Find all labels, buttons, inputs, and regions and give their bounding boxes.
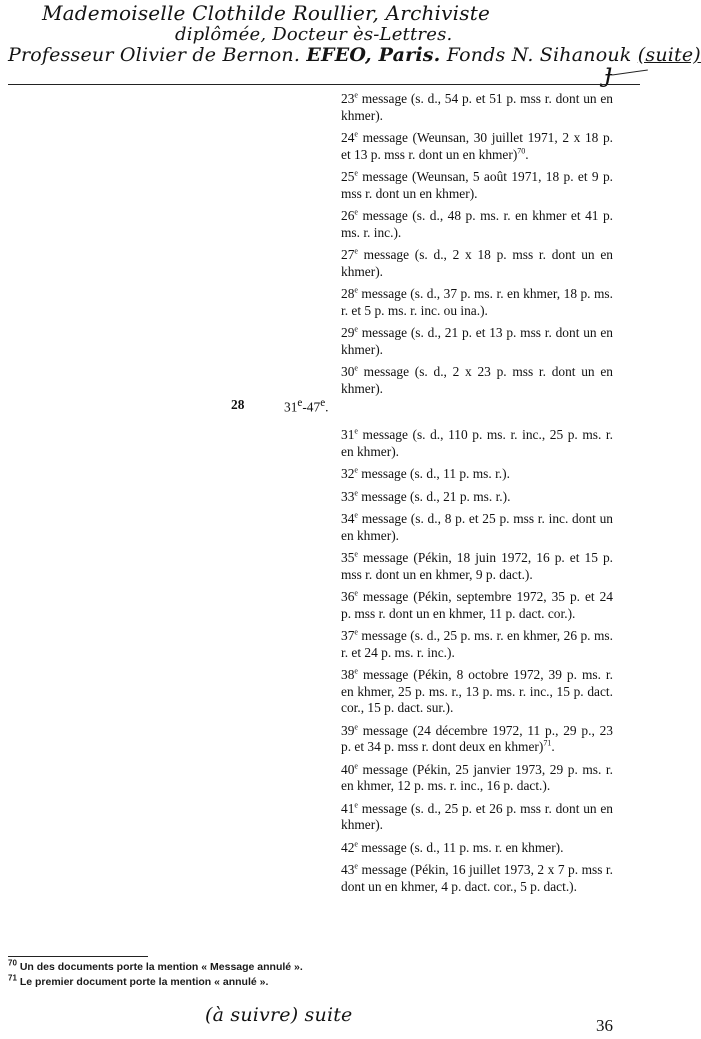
message-entry: 28e message (s. d., 37 p. ms. r. en khmer, 18 p. ms. r. et 5 p. ms. r. inc. ou ina.). bbox=[341, 285, 613, 318]
message-entries bbox=[341, 91, 613, 901]
message-entry: 34e message (s. d., 8 p. et 25 p. mss r. inc. dont un en khmer). bbox=[341, 510, 613, 543]
message-entry: 42e message (s. d., 11 p. ms. r. en khmer). bbox=[341, 839, 564, 855]
message-entry: 43e message (Pékin, 16 juillet 1973, 2 x 7 p. mss r. dont un en khmer, 4 p. dact. cor., 5 p. dact.). bbox=[341, 861, 613, 894]
message-entry: 29e message (s. d., 21 p. et 13 p. mss r. dont un en khmer). bbox=[341, 324, 613, 357]
footnote-rule bbox=[8, 956, 148, 957]
header-rule bbox=[8, 84, 640, 85]
footnote-71: $^{71}$ Le premier document porte la mention « annulé ». bbox=[8, 973, 269, 988]
handwritten-header-line-1: Mademoiselle Clothilde Roullier, Archiviste bbox=[42, 1, 490, 25]
header-suite: (suite) bbox=[637, 44, 701, 66]
lot-range: 31e-47e. bbox=[284, 397, 329, 415]
message-entry: 23e message (s. d., 54 p. et 51 p. mss r. dont un en khmer). bbox=[341, 90, 613, 123]
message-entry: 26e message (s. d., 48 p. ms. r. en khmer et 41 p. ms. r. inc.). bbox=[341, 207, 613, 240]
message-entry: 25e message (Weunsan, 5 août 1971, 18 p. et 9 p. mss r. dont un en khmer). bbox=[341, 168, 613, 201]
message-entry: 24e message (Weunsan, 30 juillet 1971, 2 x 18 p. et 13 p. mss r. dont un en khmer)$^{70}$. bbox=[341, 129, 613, 162]
message-list-top bbox=[341, 91, 613, 397]
header-fonds: Fonds N. Sihanouk bbox=[446, 44, 632, 66]
header-rule-tail bbox=[612, 69, 648, 75]
message-entry: 38e message (Pékin, 8 octobre 1972, 39 p. ms. r. en khmer, 25 p. ms. r., 13 p. ms. r. inc., 15 p. dact. cor., 15 p. dact. sur.). bbox=[341, 666, 613, 715]
handwritten-continuation: (à suivre) suite bbox=[205, 1004, 353, 1026]
handwritten-header-line-3 bbox=[8, 44, 701, 66]
message-entry: 36e message (Pékin, septembre 1972, 35 p. et 24 p. mss r. dont un en khmer, 11 p. dact. cor.). bbox=[341, 588, 613, 621]
handwritten-header-line-2: diplômée, Docteur ès-Lettres. bbox=[175, 24, 453, 45]
message-entry: 37e message (s. d., 25 p. ms. r. en khmer, 26 p. ms. r. et 24 p. ms. r. inc.). bbox=[341, 627, 613, 660]
message-list-bottom bbox=[341, 427, 613, 895]
lot-number: 28 bbox=[231, 397, 245, 412]
lot-spacer bbox=[341, 403, 613, 427]
header-professor: Professeur Olivier de Bernon. bbox=[8, 44, 301, 66]
header-organization: EFEO, Paris. bbox=[306, 44, 441, 66]
message-entry: 32e message (s. d., 11 p. ms. r.). bbox=[341, 465, 510, 481]
footnote-ref: 70 bbox=[517, 146, 526, 156]
footnote-ref: 71 bbox=[543, 738, 552, 748]
footnote-70: $^{70}$ Un des documents porte la mention « Message annulé ». bbox=[8, 958, 303, 973]
message-entry: 40e message (Pékin, 25 janvier 1973, 29 p. ms. r. en khmer, 12 p. ms. r. inc., 16 p. dact.). bbox=[341, 761, 613, 793]
message-entry: 30e message (s. d., 2 x 23 p. mss r. dont un en khmer). bbox=[341, 363, 613, 396]
handwritten-mark: ɟ bbox=[604, 58, 613, 88]
message-entry: 39e message (24 décembre 1972, 11 p., 29 p., 23 p. et 34 p. mss r. dont deux en khmer)$^{71}$. bbox=[341, 722, 613, 754]
message-entry: 35e message (Pékin, 18 juin 1972, 16 p. et 15 p. mss r. dont un en khmer, 9 p. dact.). bbox=[341, 549, 613, 582]
page-number: 36 bbox=[596, 1016, 613, 1035]
message-entry: 31e message (s. d., 110 p. ms. r. inc., 25 p. ms. r. en khmer). bbox=[341, 426, 613, 459]
message-entry: 33e message (s. d., 21 p. ms. r.). bbox=[341, 488, 511, 504]
message-entry: 27e message (s. d., 2 x 18 p. mss r. dont un en khmer). bbox=[341, 246, 613, 279]
message-entry: 41e message (s. d., 25 p. et 26 p. mss r. dont un en khmer). bbox=[341, 800, 613, 832]
